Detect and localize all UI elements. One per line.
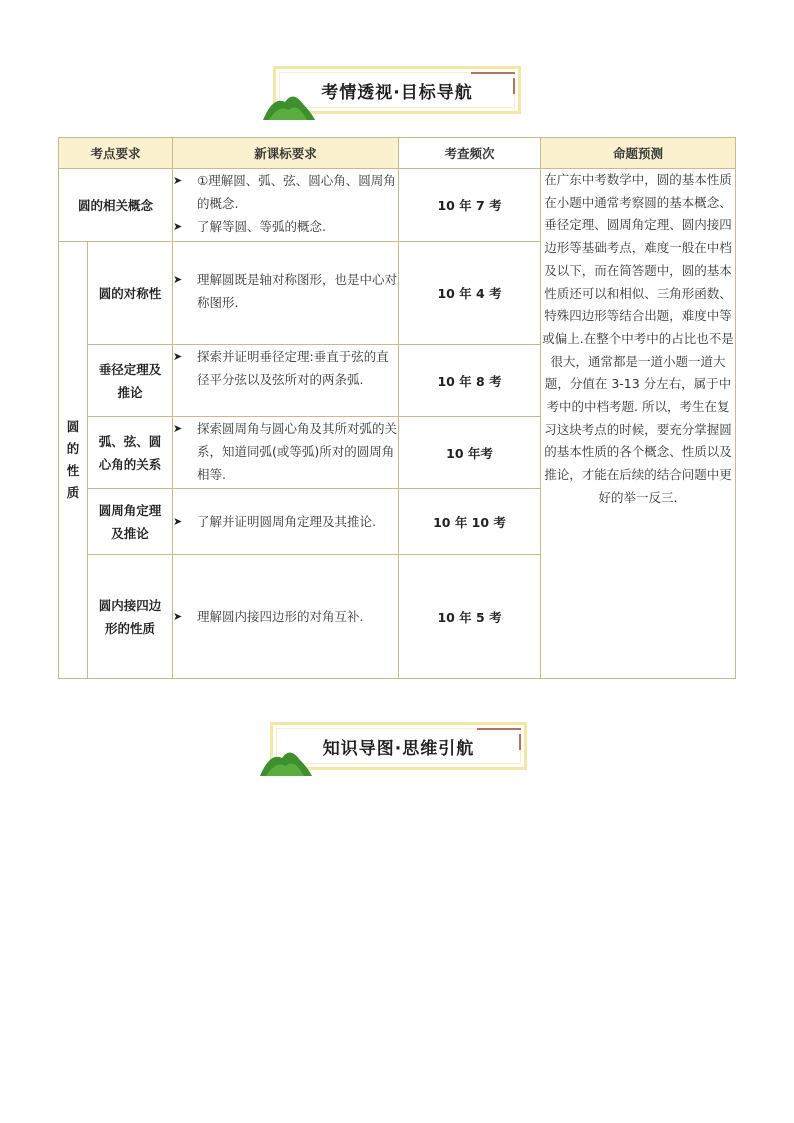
arrowhead-bullet-icon: ➤ bbox=[173, 220, 183, 233]
topic-cell: 垂径定理及推论 bbox=[88, 345, 173, 417]
requirement-text: 探索圆周角与圆心角及其所对弧的关系，知道同弧(或等弧)所对的圆周角相等. bbox=[197, 421, 398, 482]
frequency-cell: 10 年考 bbox=[399, 417, 541, 489]
topic-cell: 圆的相关概念 bbox=[59, 169, 173, 242]
topic-cell: 圆周角定理及推论 bbox=[88, 489, 173, 555]
group-label-char: 的 bbox=[66, 441, 80, 456]
requirement-cell bbox=[173, 345, 399, 417]
frequency-cell: 10 年 7 考 bbox=[399, 169, 541, 242]
arrowhead-bullet-icon: ➤ bbox=[173, 610, 183, 623]
requirement-item bbox=[173, 417, 398, 486]
requirement-text: 理解圆内接四边形的对角互补. bbox=[197, 609, 364, 624]
prediction-cell: 在广东中考数学中，圆的基本性质在小题中通常考察圆的基本概念、垂径定理、圆周角定理、圆内接四边形等基础考点，难度一般在中档及以下，而在简答题中，圆的基本性质还可以和相似、三角形函数、特殊四边形等结合出题，难度中等或偏上.在整个中考中的占比也不是很大，通常都是一道小题一道大题，分值在 3-13 分左右，属于中考中的中档考题. 所以，考生在复习这块考点的时候，要充分掌握圆的基本性质的各个概念、性质以及推论，才能在后续的结合问题中更好的举一反三. bbox=[541, 169, 736, 679]
exam-requirements-table bbox=[58, 137, 736, 679]
frequency-cell: 10 年 8 考 bbox=[399, 345, 541, 417]
section-banner-exam-overview bbox=[273, 66, 521, 114]
requirement-text: 了解并证明圆周角定理及其推论. bbox=[197, 514, 376, 529]
banner-title: 考情透视·目标导航 bbox=[321, 82, 473, 103]
arrowhead-bullet-icon: ➤ bbox=[173, 422, 183, 435]
arrowhead-bullet-icon: ➤ bbox=[173, 174, 183, 187]
requirement-item bbox=[173, 510, 398, 533]
topic-cell: 弧、弦、圆心角的关系 bbox=[88, 417, 173, 489]
requirement-item bbox=[173, 345, 398, 391]
requirement-item bbox=[173, 215, 398, 238]
requirement-text: ①理解圆、弧、弦、圆心角、圆周角的概念. bbox=[197, 173, 396, 211]
group-label-char: 质 bbox=[66, 485, 80, 500]
requirement-text: 了解等圆、等弧的概念. bbox=[197, 219, 326, 234]
requirement-cell bbox=[173, 417, 399, 489]
header-frequency: 考查频次 bbox=[399, 138, 541, 169]
topic-cell: 圆内接四边形的性质 bbox=[88, 555, 173, 679]
section-banner-knowledge-map bbox=[270, 722, 527, 770]
requirement-text: 理解圆既是轴对称图形，也是中心对称图形. bbox=[197, 272, 398, 310]
arrowhead-bullet-icon: ➤ bbox=[173, 273, 183, 286]
requirement-item bbox=[173, 605, 398, 628]
frequency-cell: 10 年 10 考 bbox=[399, 489, 541, 555]
group-label-circle-properties bbox=[59, 242, 88, 679]
requirement-item bbox=[173, 169, 398, 215]
requirement-cell bbox=[173, 242, 399, 345]
header-prediction: 命题预测 bbox=[541, 138, 736, 169]
group-label-char: 性 bbox=[66, 463, 80, 478]
frequency-cell: 10 年 5 考 bbox=[399, 555, 541, 679]
table-header-row bbox=[59, 138, 736, 169]
requirement-cell bbox=[173, 489, 399, 555]
requirement-item bbox=[173, 268, 398, 314]
group-label-char: 圆 bbox=[66, 419, 80, 434]
requirement-cell bbox=[173, 555, 399, 679]
requirement-cell bbox=[173, 169, 399, 242]
requirement-text: 探索并证明垂径定理:垂直于弦的直径平分弦以及弦所对的两条弧. bbox=[197, 349, 389, 387]
arrowhead-bullet-icon: ➤ bbox=[173, 350, 183, 363]
frequency-cell: 10 年 4 考 bbox=[399, 242, 541, 345]
arrowhead-bullet-icon: ➤ bbox=[173, 515, 183, 528]
banner-title: 知识导图·思维引航 bbox=[322, 738, 475, 759]
table-row bbox=[59, 169, 736, 242]
topic-cell: 圆的对称性 bbox=[88, 242, 173, 345]
header-curriculum: 新课标要求 bbox=[173, 138, 399, 169]
header-exam-point: 考点要求 bbox=[59, 138, 173, 169]
